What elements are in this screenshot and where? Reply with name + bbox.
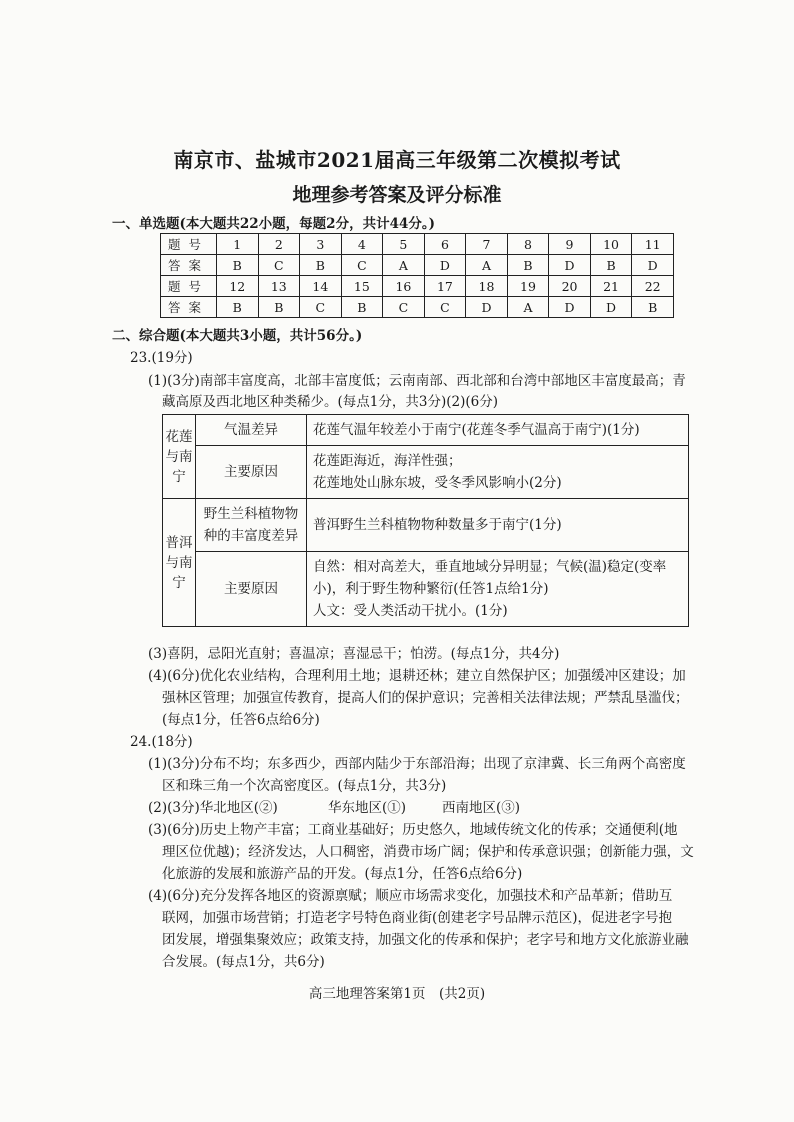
table-cell: 20 <box>549 276 591 297</box>
q23-part3: (3)喜阴，忌阳光直射；喜温凉；喜湿忌干；怕涝。(每点1分，共4分) <box>148 646 560 662</box>
table-cell: C <box>300 297 342 318</box>
q24-part4-line3: 团发展，增强集聚效应；政策支持，加强文化的传承和保护；老字号和地方文化旅游业融 <box>162 932 689 948</box>
q24-heading: 24.(18分) <box>130 734 193 750</box>
q23-part4-line3: (每点1分，任答6点给6分) <box>162 712 320 728</box>
page-footer: 高三地理答案第1页 (共2页) <box>308 986 486 1002</box>
table-row <box>161 234 674 255</box>
table-cell: C <box>258 255 300 276</box>
section-comprehensive-heading: 二、综合题(本大题共3小题，共计56分。) <box>112 328 363 344</box>
answer-line: 自然：相对高差大，垂直地域分异明显；气候(温)稳定(变率 <box>313 559 667 575</box>
table-cell: B <box>217 297 259 318</box>
table-cell: D <box>590 297 632 318</box>
single-choice-answer-table <box>160 233 674 318</box>
question-number-label: 题号 <box>161 234 217 255</box>
table-cell: B <box>300 255 342 276</box>
table-cell: C <box>424 297 466 318</box>
table-cell: A <box>507 297 549 318</box>
table-cell: 12 <box>217 276 259 297</box>
table-cell: D <box>424 255 466 276</box>
table-cell: 2 <box>258 234 300 255</box>
table-cell: 22 <box>632 276 674 297</box>
answer-label: 答案 <box>161 297 217 318</box>
q24-part2-b: 华东地区(①) <box>328 800 407 816</box>
answer-line: 人文：受人类活动干扰小。(1分) <box>313 603 508 619</box>
q23-part1-line2: 藏高原及西北地区种类稀少。(每点1分，共3分)(2)(6分) <box>162 394 498 410</box>
table-row <box>163 446 689 499</box>
category-cell: 气温差异 <box>196 415 307 446</box>
answer-line: 花莲距海近，海洋性强； <box>313 453 462 469</box>
region-cell-puer-nanning: 普洱与南宁 <box>163 499 196 627</box>
q24-part4-line2: 联网，加强市场营销；打造老字号特色商业街(创建老字号品牌示范区)，促进老字号抱 <box>162 910 673 926</box>
table-row <box>161 255 674 276</box>
table-row <box>161 276 674 297</box>
table-cell: 3 <box>300 234 342 255</box>
table-cell: 11 <box>632 234 674 255</box>
table-row <box>161 297 674 318</box>
q23-part4-line1: (4)(6分)优化农业结构，合理利用土地；退耕还林；建立自然保护区；加强缓冲区建设；加 <box>148 668 686 684</box>
table-cell: 16 <box>383 276 425 297</box>
q24-part4-line4: 合发展。(每点1分，共6分) <box>162 954 325 970</box>
table-cell: D <box>549 297 591 318</box>
table-cell: 9 <box>549 234 591 255</box>
table-cell: 19 <box>507 276 549 297</box>
answer-line: 小)，利于野生物种繁衍(任答1点给1分) <box>313 581 549 597</box>
answer-line: 花莲地处山脉东坡，受冬季风影响小(2分) <box>313 475 562 491</box>
table-cell: B <box>341 297 383 318</box>
category-cell: 野生兰科植物物种的丰富度差异 <box>196 499 307 552</box>
q23-answer-table <box>162 414 689 627</box>
table-cell: 4 <box>341 234 383 255</box>
answer-cell: 花莲气温年较差小于南宁(花莲冬季气温高于南宁)(1分) <box>307 415 689 446</box>
table-cell: B <box>217 255 259 276</box>
table-cell: C <box>383 297 425 318</box>
q24-part1-line1: (1)(3分)分布不均；东多西少，西部内陆少于东部沿海；出现了京津冀、长三角两个高密度 <box>148 756 686 772</box>
q23-part1-line1: (1)(3分)南部丰富度高，北部丰富度低；云南南部、西北部和台湾中部地区丰富度最高；青 <box>148 373 686 389</box>
answer-label: 答案 <box>161 255 217 276</box>
table-cell: 6 <box>424 234 466 255</box>
table-row <box>163 415 689 446</box>
table-cell: 7 <box>466 234 508 255</box>
table-cell: 21 <box>590 276 632 297</box>
table-cell: 10 <box>590 234 632 255</box>
question-number-label: 题号 <box>161 276 217 297</box>
table-cell: D <box>632 255 674 276</box>
table-cell: D <box>549 255 591 276</box>
table-cell: B <box>507 255 549 276</box>
table-cell: B <box>632 297 674 318</box>
table-cell: A <box>383 255 425 276</box>
table-cell: 8 <box>507 234 549 255</box>
region-cell-hualian-nanning: 花莲与南宁 <box>163 415 196 499</box>
q24-part1-line2: 区和珠三角一个次高密度区。(每点1分，共3分) <box>162 778 447 794</box>
table-cell: B <box>590 255 632 276</box>
q23-part4-line2: 强林区管理；加强宣传教育，提高人们的保护意识；完善相关法律法规；严禁乱垦滥伐； <box>162 690 689 706</box>
exam-title: 南京市、盐城市2021届高三年级第二次模拟考试 <box>173 148 621 172</box>
answer-cell <box>307 552 689 627</box>
table-cell: 17 <box>424 276 466 297</box>
q23-heading: 23.(19分) <box>130 350 193 366</box>
table-cell: A <box>466 255 508 276</box>
table-cell: 13 <box>258 276 300 297</box>
answer-cell <box>307 446 689 499</box>
answer-cell: 普洱野生兰科植物物种数量多于南宁(1分) <box>307 499 689 552</box>
table-cell: 14 <box>300 276 342 297</box>
table-cell: 5 <box>383 234 425 255</box>
table-cell: 15 <box>341 276 383 297</box>
table-cell: 1 <box>217 234 259 255</box>
q24-part2-c: 西南地区(③) <box>442 800 521 816</box>
table-row <box>163 499 689 552</box>
table-cell: B <box>258 297 300 318</box>
table-cell: 18 <box>466 276 508 297</box>
exam-subtitle: 地理参考答案及评分标准 <box>292 184 502 206</box>
table-row <box>163 552 689 627</box>
category-cell: 主要原因 <box>196 552 307 627</box>
q24-part3-line3: 化旅游的发展和旅游产品的开发。(每点1分，任答6点给6分) <box>162 866 523 882</box>
q24-part2-a: (2)(3分)华北地区(②) <box>148 800 278 816</box>
section-single-choice-heading: 一、单选题(本大题共22小题，每题2分，共计44分。) <box>112 216 435 232</box>
q24-part3-line1: (3)(6分)历史上物产丰富；工商业基础好；历史悠久，地域传统文化的传承；交通便利(地 <box>148 822 678 838</box>
table-cell: C <box>341 255 383 276</box>
category-cell: 主要原因 <box>196 446 307 499</box>
q24-part4-line1: (4)(6分)充分发挥各地区的资源禀赋；顺应市场需求变化，加强技术和产品革新；借助互 <box>148 888 673 904</box>
q24-part3-line2: 理区位优越)；经济发达，人口稠密，消费市场广阔；保护和传承意识强；创新能力强，文 <box>162 844 694 860</box>
table-cell: D <box>466 297 508 318</box>
